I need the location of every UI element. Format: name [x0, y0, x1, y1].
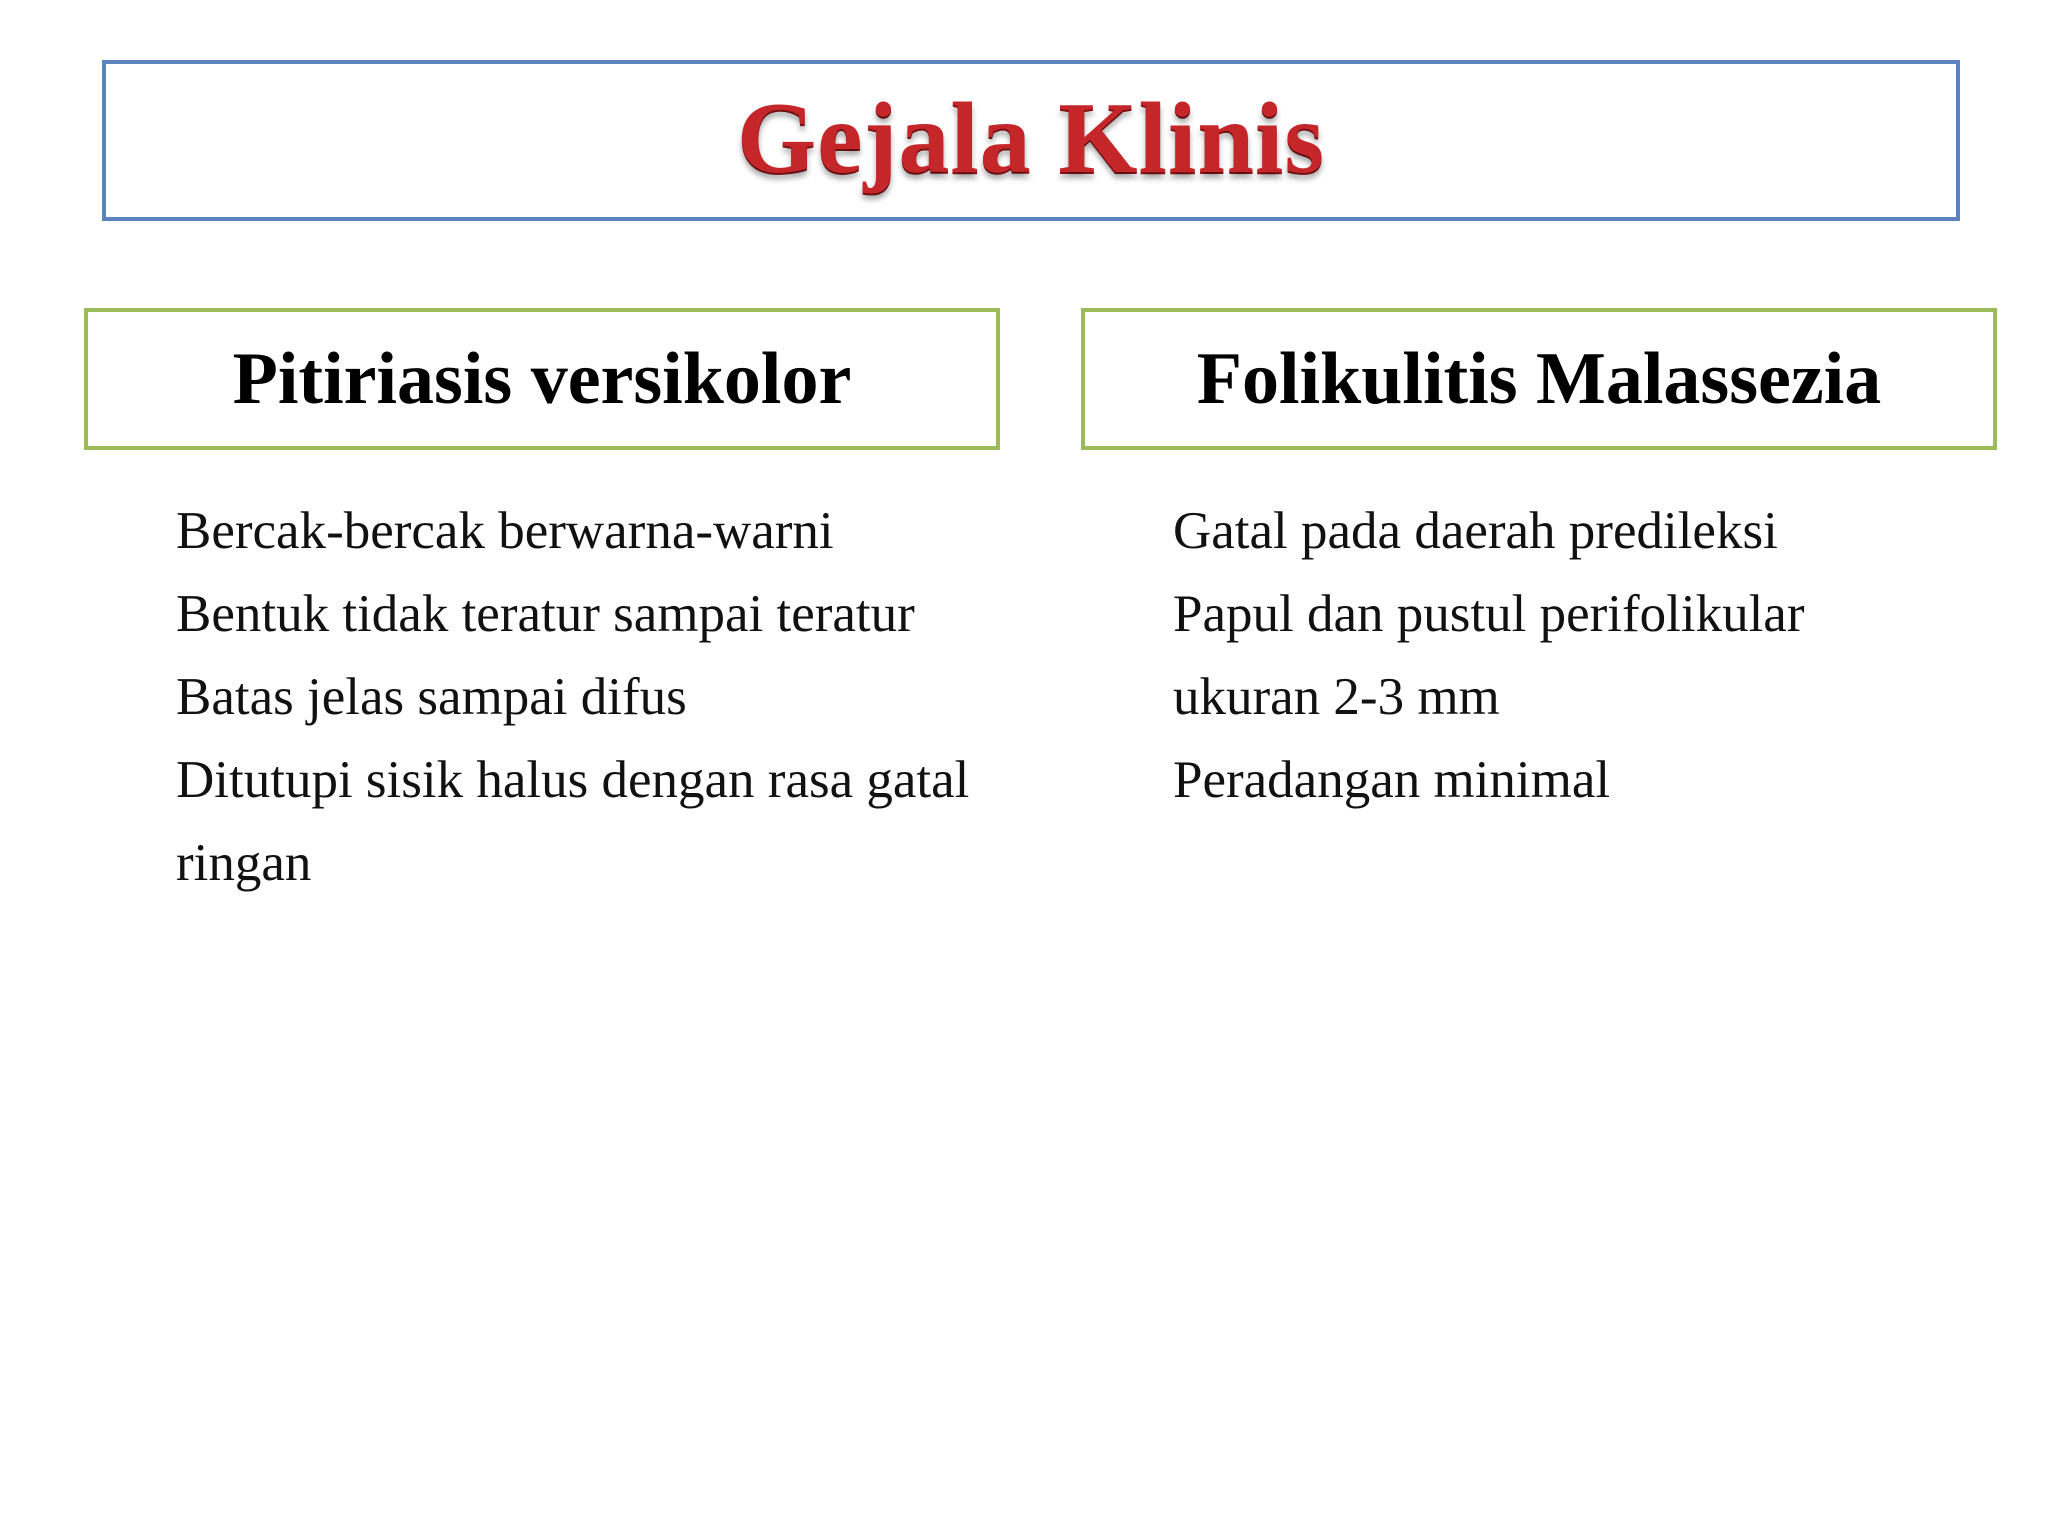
title-banner — [102, 60, 1960, 221]
list-item: Bercak-bercak berwarna-warni — [176, 502, 834, 560]
slide-title: Gejala Klinis — [736, 82, 1326, 195]
list-item: Peradangan minimal — [1173, 751, 1611, 809]
column-header-box-folikulitis — [1081, 308, 1997, 450]
list-item: Batas jelas sampai difus — [176, 668, 687, 726]
column-header-box-pitiriasis — [84, 308, 1000, 450]
symptom-list-folikulitis — [1173, 490, 1953, 822]
list-item: Gatal pada daerah predileksi — [1173, 502, 1778, 560]
column-header-pitiriasis: Pitiriasis versikolor — [232, 338, 852, 420]
list-item: Ditutupi sisik halus dengan rasa gatal ringan — [176, 751, 970, 892]
list-item: Papul dan pustul perifolikular ukuran 2-3 mm — [1173, 585, 1805, 726]
list-item: Bentuk tidak teratur sampai teratur — [176, 585, 915, 643]
symptom-list-pitiriasis — [176, 490, 1036, 905]
column-header-folikulitis: Folikulitis Malassezia — [1196, 338, 1882, 420]
